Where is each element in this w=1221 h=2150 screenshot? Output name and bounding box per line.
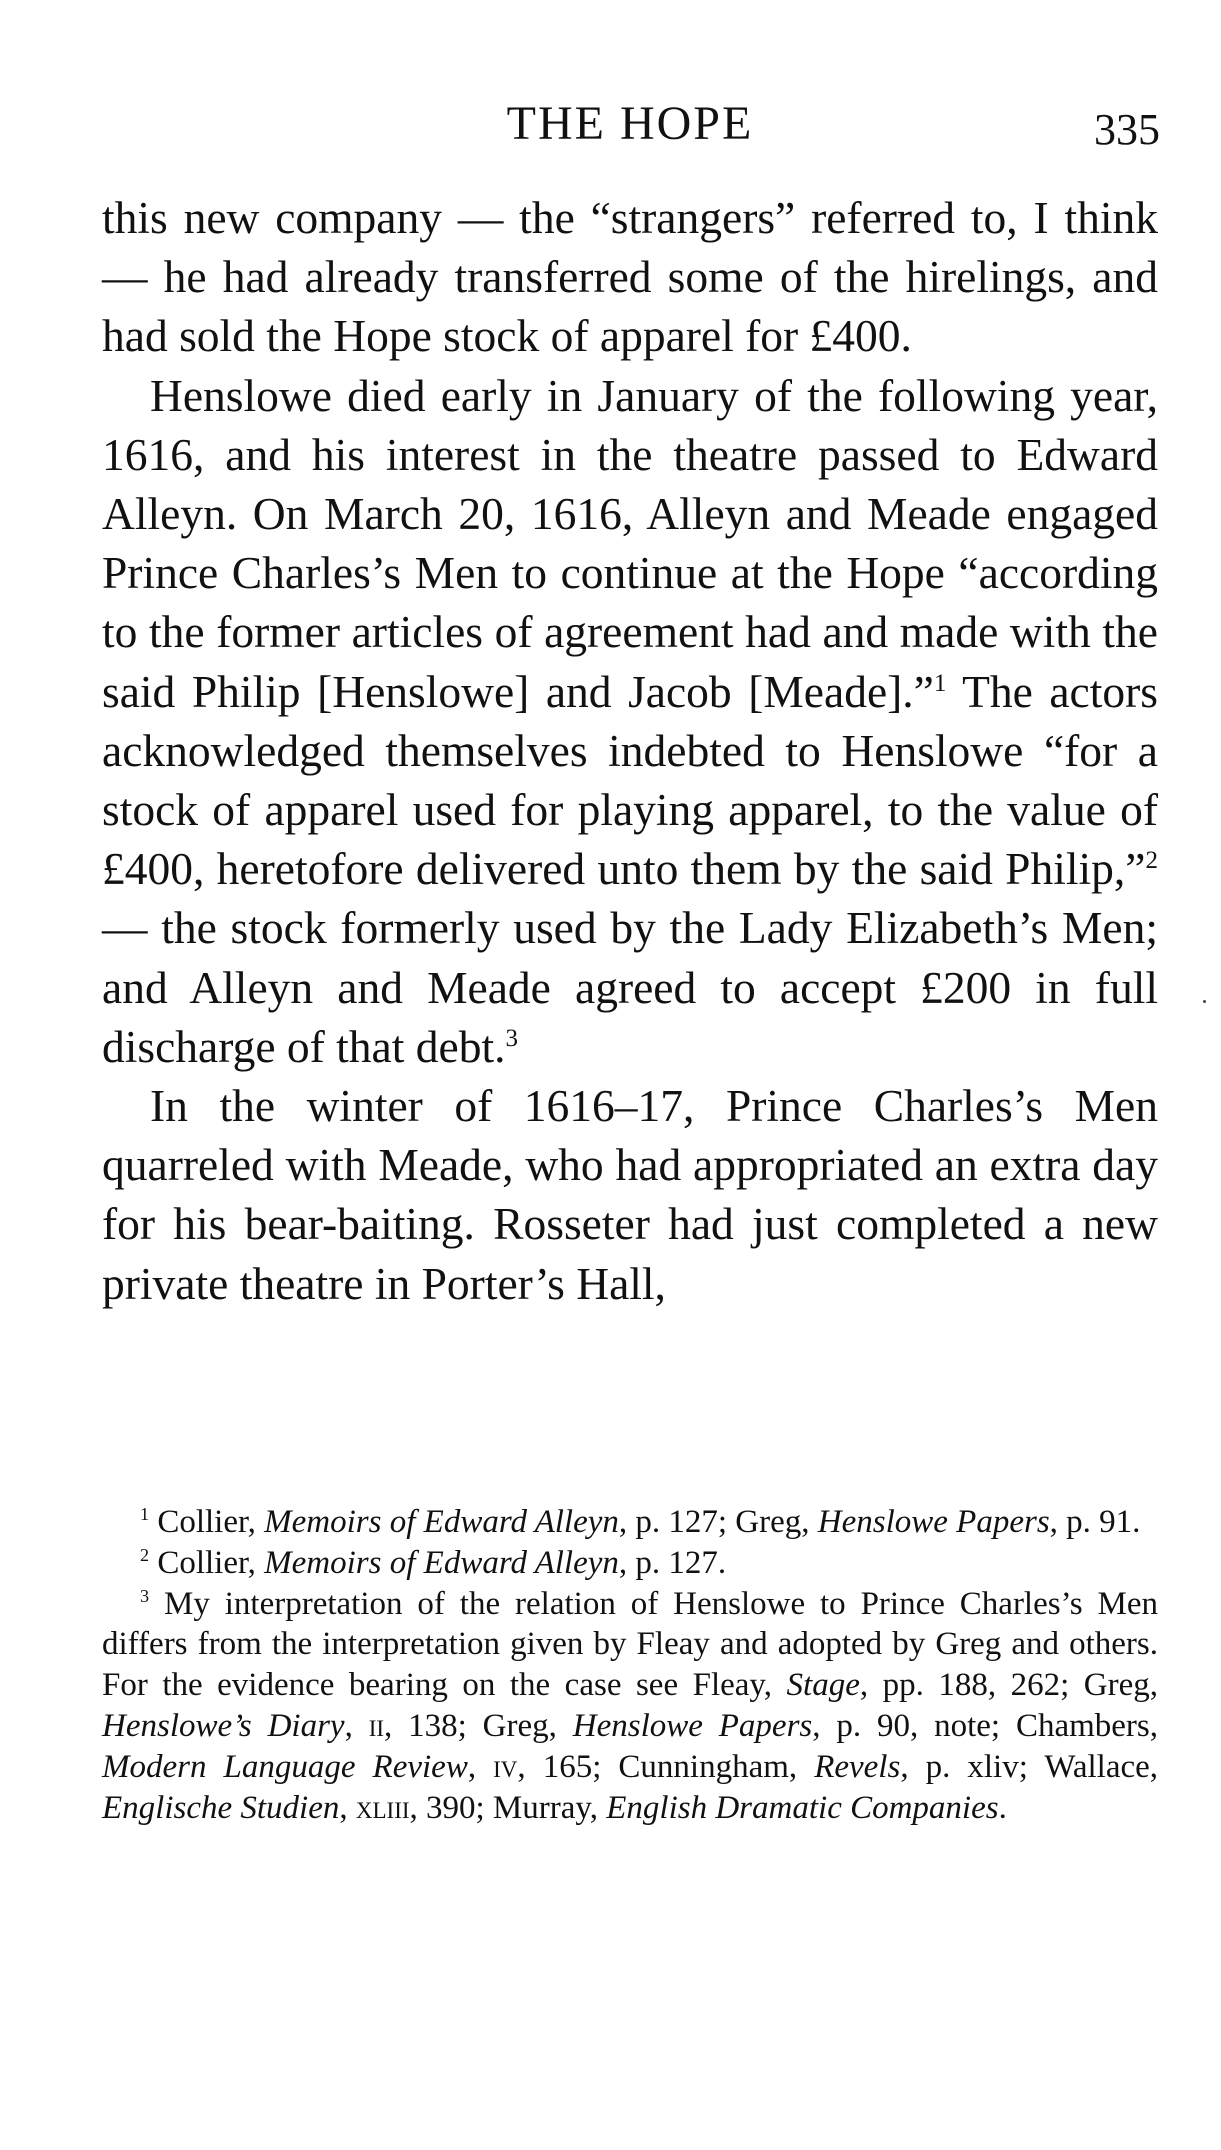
footnote-title: Memoirs of Edward Alleyn <box>264 1544 619 1581</box>
paragraph-2-part-a: Henslowe died early in January of the following year, 1616, and his interest in the theatre passed to Edward Alleyn. On March 20, 1616, Alleyn and Meade engaged Prince Charles’s Men to continue at the Hope “according to the former articles of agreement had and made with the said Philip [Henslowe] and Jacob [Meade].” <box>102 369 1158 717</box>
footnote-text: Collier, <box>149 1504 265 1540</box>
footnote-ref-1: 1 <box>933 669 947 697</box>
volume-numeral: iv <box>493 1748 518 1785</box>
footnote-title: Henslowe Papers <box>817 1504 1050 1540</box>
footnote-title: Memoirs of Edward Alleyn <box>264 1504 619 1540</box>
footnote-text: . <box>998 1789 1007 1826</box>
scan-speck <box>1203 1000 1206 1003</box>
footnote-text: , p. 127; Greg, <box>618 1504 818 1540</box>
footnote-text: , <box>467 1748 494 1785</box>
footnote-ref-3: 3 <box>505 1024 518 1052</box>
footnote-1 <box>102 1502 1158 1543</box>
footnote-text: , 390; Murray, <box>409 1789 607 1826</box>
footnote-2 <box>102 1543 1158 1584</box>
volume-numeral: ii <box>368 1707 385 1744</box>
footnote-title: Stage <box>786 1667 860 1704</box>
footnote-text: , 138; Greg, <box>384 1707 573 1744</box>
footnote-text: , p. 91. <box>1049 1504 1141 1540</box>
footnote-title: Revels <box>814 1748 901 1785</box>
footnote-text: , p. xliv; Wallace, <box>900 1748 1159 1785</box>
paragraph-3: In the winter of 1616–17, Prince Charles’s Men quarreled with Meade, who had appropriated an extra day for his bear-baiting. Rosseter had just completed a new private theatre in Porter’s Hall, <box>102 1080 1158 1309</box>
volume-numeral: xliii <box>355 1789 410 1826</box>
footnote-title: Englische Studien <box>102 1789 340 1826</box>
paragraph-1: this new company — the “strangers” referred to, I think — he had already transferred some of the hirelings, and had sold the Hope stock of apparel for £400. <box>102 192 1158 362</box>
footnote-text: , <box>344 1707 369 1744</box>
footnote-number: 1 <box>140 1504 150 1524</box>
paragraph-2-part-b: The actors acknowledged themselves indebted to Henslowe “for a stock of apparel used for playing apparel, to the value of £400, heretofore delivered unto them by the said Philip,” <box>102 665 1158 895</box>
page-header <box>100 96 1160 156</box>
footnote-text: , pp. 188, 262; Greg, <box>859 1667 1158 1704</box>
footnote-text: , p. 90, note; Chambers, <box>812 1707 1159 1744</box>
footnote-text: , p. 127. <box>618 1544 727 1581</box>
footnote-title: Henslowe Papers <box>572 1707 813 1744</box>
footnote-title: Henslowe’s Diary <box>102 1707 345 1744</box>
footnote-text: Collier, <box>149 1544 265 1581</box>
footnote-title: Modern Language Review <box>102 1748 468 1785</box>
footnotes <box>102 1502 1158 1828</box>
footnote-text: , <box>339 1789 356 1826</box>
footnote-text: , 165; Cunningham, <box>517 1748 815 1785</box>
footnote-title: English Dramatic Companies <box>606 1789 999 1826</box>
paragraph-2 <box>102 366 1158 1076</box>
footnote-ref-2: 2 <box>1145 847 1158 875</box>
footnote-3 <box>102 1584 1158 1829</box>
page-number: 335 <box>1094 105 1160 154</box>
running-title: THE HOPE <box>506 97 754 150</box>
footnote-number: 3 <box>140 1585 150 1606</box>
paragraph-2-part-c: — the stock formerly used by the Lady Elizabeth’s Men; and Alleyn and Meade agreed to accept £200 in full discharge of that debt. <box>102 902 1158 1072</box>
footnote-number: 2 <box>140 1544 150 1565</box>
footnote-text: My interpretation of the relation of Henslowe to Prince Charles’s Men differs from the interpretation given by Fleay and adopted by Greg and others. For the evidence bearing on the case see Fleay, <box>102 1585 1158 1704</box>
main-text <box>102 188 1158 1313</box>
